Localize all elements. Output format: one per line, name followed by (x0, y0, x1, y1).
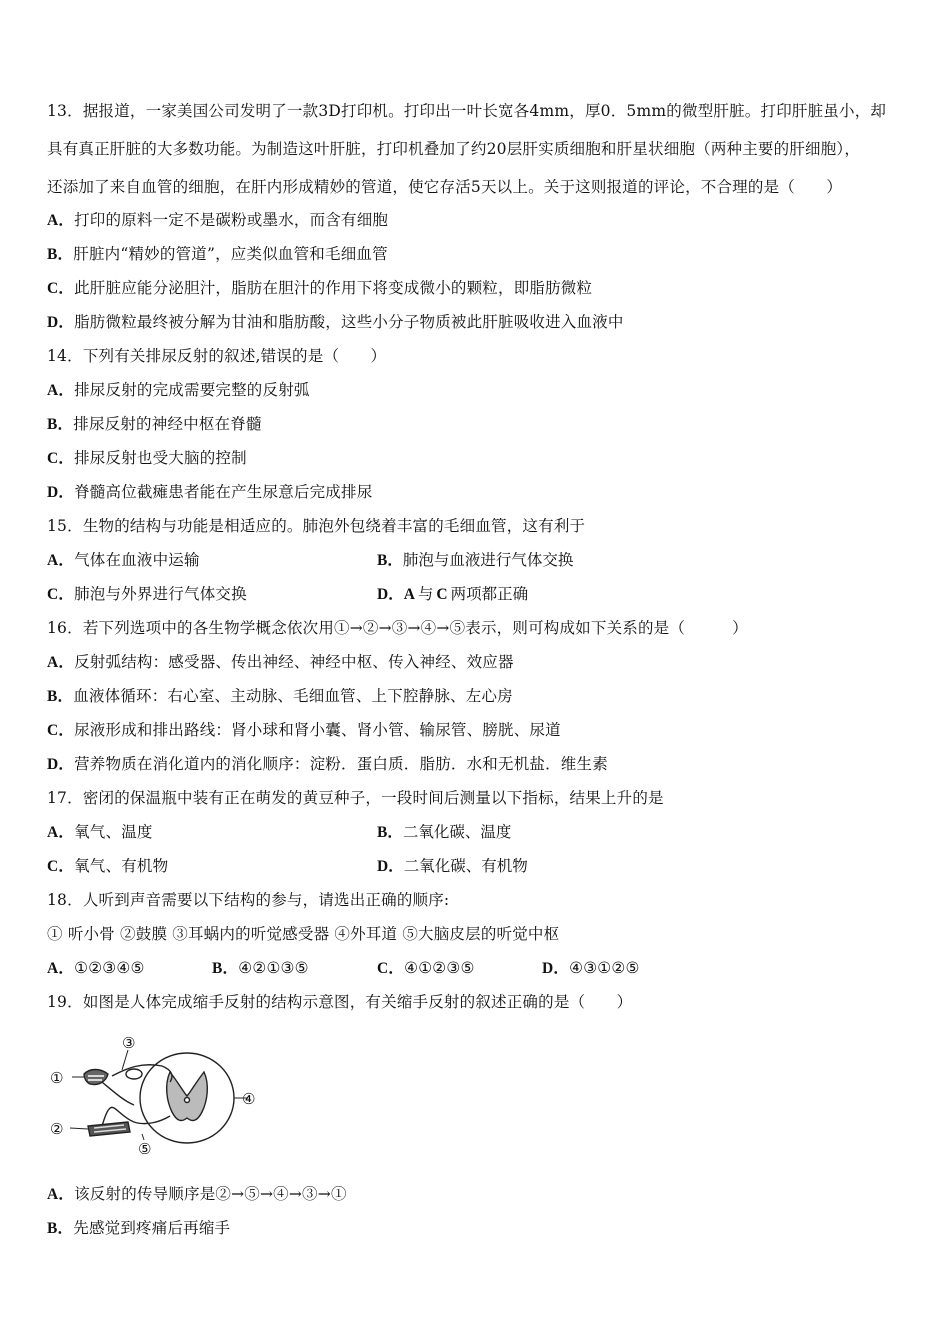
option-label: C． (47, 450, 75, 467)
option-label: B． (47, 246, 74, 263)
q19-option-b (47, 1218, 230, 1239)
diagram-label-2: ② (50, 1120, 64, 1138)
q16-option-b (47, 686, 513, 707)
q17-stem: 17．密闭的保温瓶中装有正在萌发的黄豆种子，一段时间后测量以下指标，结果上升的是 (47, 789, 664, 807)
q13-stem-line1: 13．据报道，一家美国公司发明了一款3D打印机。打印出一叶长宽各4mm，厚0．5mm的微型肝脏。打印肝脏虽小，却 (47, 102, 887, 120)
option-text: 先感觉到疼痛后再缩手 (73, 1219, 231, 1237)
q14-option-d (47, 482, 372, 503)
option-ref-a: A (403, 586, 415, 603)
option-text: ④②①③⑤ (238, 959, 309, 977)
option-text: 脊髓高位截瘫患者能在产生尿意后完成排尿 (74, 483, 373, 501)
option-text: 氧气、温度 (74, 823, 153, 841)
q17-option-b (377, 822, 511, 843)
option-label: B． (47, 688, 74, 705)
option-text: 该反射的传导顺序是②→⑤→④→③→① (74, 1185, 347, 1203)
q14-option-c (47, 448, 247, 469)
q19-option-a (47, 1184, 347, 1205)
option-text: 肝脏内“精妙的管道”，应类似血管和毛细血管 (73, 245, 388, 263)
option-label: D． (377, 586, 404, 603)
option-text: 二氧化碳、有机物 (403, 857, 528, 875)
option-label: D． (377, 858, 404, 875)
option-text: 脂肪微粒最终被分解为甘油和脂肪酸，这些小分子物质被此肝脏吸收进入血液中 (74, 313, 624, 331)
grey-matter (167, 1072, 208, 1120)
option-label: B． (377, 552, 403, 569)
option-text: 此肝脏应能分泌胆汁，脂肪在胆汁的作用下将变成微小的颗粒，即脂肪微粒 (74, 279, 593, 297)
diagram-label-5: ⑤ (138, 1140, 152, 1158)
option-label: B． (47, 416, 74, 433)
diagram-label-4: ④ (242, 1090, 256, 1108)
q13-option-b (47, 244, 388, 265)
q14-option-b (47, 414, 262, 435)
diagram-label-3: ③ (122, 1034, 136, 1052)
option-text: 营养物质在消化道内的消化顺序：淀粉．蛋白质．脂肪．水和无机盐．维生素 (74, 755, 608, 773)
option-text: 与 (417, 585, 434, 603)
ganglion (126, 1069, 142, 1079)
q17-option-a (47, 822, 153, 843)
effector (88, 1122, 130, 1136)
option-label: A． (47, 382, 75, 399)
q13-option-d (47, 312, 624, 333)
option-text: 氧气、有机物 (74, 857, 169, 875)
reflex-arc-diagram (42, 1030, 262, 1160)
option-text: 排尿反射的完成需要完整的反射弧 (74, 381, 310, 399)
option-text: 排尿反射的神经中枢在脊髓 (73, 415, 262, 433)
q18-stem: 18．人听到声音需要以下结构的参与，请选出正确的顺序: (47, 891, 450, 909)
q15-option-c (47, 584, 247, 605)
q17-option-c (47, 856, 168, 877)
option-text: 血液体循环：右心室、主动脉、毛细血管、上下腔静脉、左心房 (73, 687, 513, 705)
option-text: 尿液形成和排出路线：肾小球和肾小囊、肾小管、输尿管、膀胱、尿道 (74, 721, 561, 739)
q15-option-a (47, 550, 200, 571)
q15-option-b (377, 550, 573, 571)
option-ref-c: C (436, 586, 448, 603)
q16-option-c (47, 720, 561, 741)
q18-option-b (212, 958, 309, 979)
option-label: D． (47, 314, 75, 331)
option-label: B． (377, 824, 403, 841)
option-label: A． (47, 654, 75, 671)
option-text: 排尿反射也受大脑的控制 (74, 449, 247, 467)
option-text: 肺泡与血液进行气体交换 (402, 551, 574, 569)
option-text: 打印的原料一定不是碳粉或墨水，而含有细胞 (74, 211, 389, 229)
q14-stem: 14．下列有关排尿反射的叙述,错误的是（ ） (47, 347, 387, 365)
option-text: ④①②③⑤ (404, 959, 475, 977)
q18-option-a (47, 958, 145, 979)
q16-option-a (47, 652, 514, 673)
option-label: B． (47, 1220, 74, 1237)
option-text: 气体在血液中运输 (74, 551, 200, 569)
q15-stem: 15．生物的结构与功能是相适应的。肺泡外包绕着丰富的毛细血管，这有利于 (47, 517, 586, 535)
option-label: C． (377, 960, 405, 977)
option-label: A． (47, 960, 75, 977)
central-canal (185, 1098, 190, 1103)
q16-option-d (47, 754, 608, 775)
q18-items: ① 听小骨 ②鼓膜 ③耳蜗内的听觉感受器 ④外耳道 ⑤大脑皮层的听觉中枢 (47, 925, 560, 943)
option-label: B． (212, 960, 239, 977)
q13-option-c (47, 278, 592, 299)
q13-stem-line2: 具有真正肝脏的大多数功能。为制造这叶肝脏，打印机叠加了约20层肝实质细胞和肝星状细胞（两种主要的肝细胞）， (47, 140, 861, 158)
q13-stem-line3: 还添加了来自血管的细胞，在肝内形成精妙的管道，使它存活5天以上。关于这则报道的评论，不合理的是（ ） (47, 178, 843, 196)
option-label: D． (542, 960, 570, 977)
option-label: A． (47, 552, 75, 569)
option-text: 二氧化碳、温度 (402, 823, 512, 841)
q13-option-a (47, 210, 388, 231)
option-text: ④③①②⑤ (569, 959, 640, 977)
q17-option-d (377, 856, 528, 877)
option-label: C． (47, 858, 75, 875)
diagram-label-1: ① (50, 1069, 64, 1087)
option-label: D． (47, 484, 75, 501)
q18-option-c (377, 958, 475, 979)
option-text: ①②③④⑤ (74, 959, 145, 977)
option-label: C． (47, 280, 75, 297)
option-label: C． (47, 722, 75, 739)
option-label: D． (47, 756, 75, 773)
option-label: A． (47, 212, 75, 229)
q15-option-d (377, 584, 528, 605)
option-label: C． (47, 586, 75, 603)
receptor (84, 1070, 108, 1085)
option-label: A． (47, 824, 75, 841)
option-label: A． (47, 1186, 75, 1203)
q18-option-d (542, 958, 640, 979)
option-text: 肺泡与外界进行气体交换 (74, 585, 247, 603)
q16-stem: 16．若下列选项中的各生物学概念依次用①→②→③→④→⑤表示，则可构成如下关系的是（ ） (47, 619, 748, 637)
q19-stem: 19．如图是人体完成缩手反射的结构示意图，有关缩手反射的叙述正确的是（ ） (47, 993, 633, 1011)
option-text: 反射弧结构：感受器、传出神经、神经中枢、传入神经、效应器 (74, 653, 514, 671)
option-text: 两项都正确 (450, 585, 529, 603)
q14-option-a (47, 380, 310, 401)
